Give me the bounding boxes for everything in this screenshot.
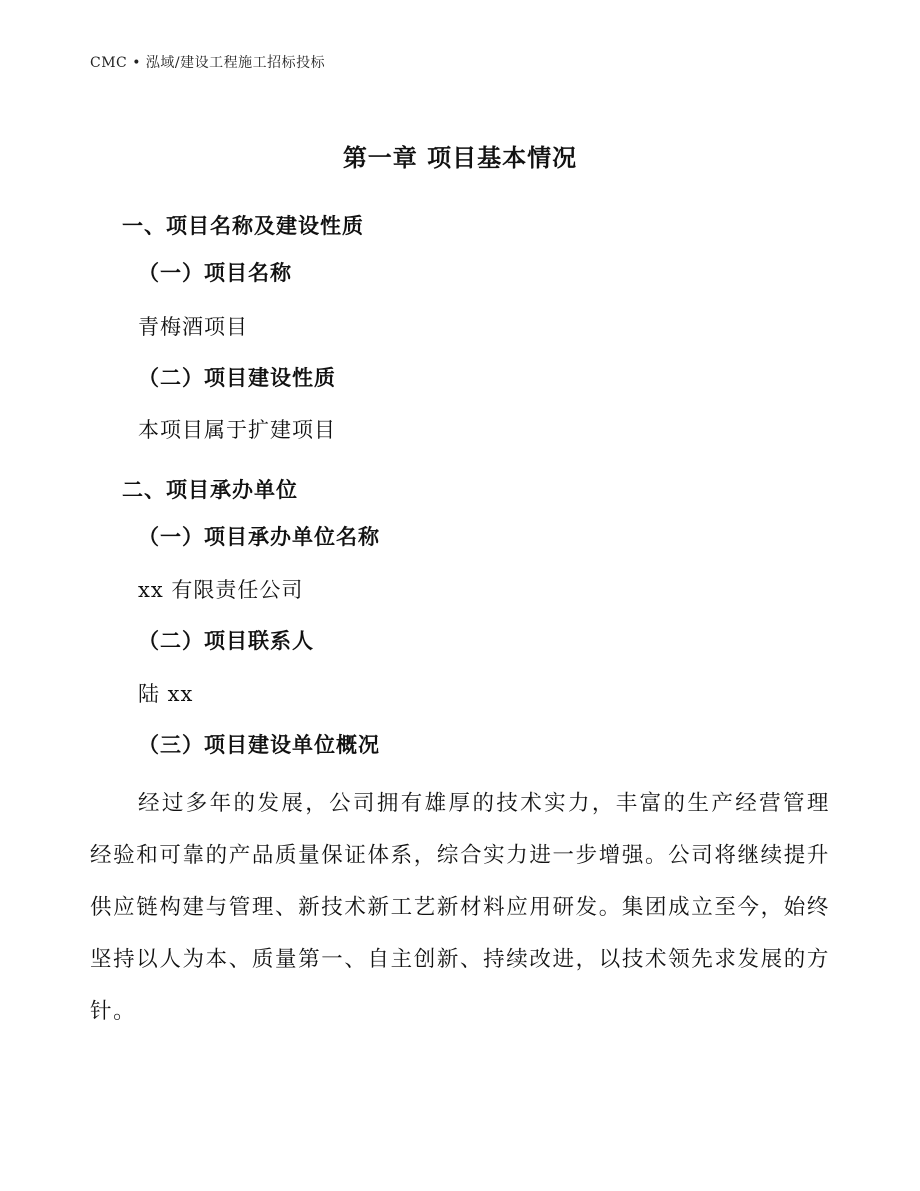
subsection-heading-contact: （二）项目联系人 [138,629,314,653]
contact-text: 陆 xx [138,682,194,706]
organizer-name-text: xx 有限责任公司 [138,578,304,602]
chapter-title: 第一章 项目基本情况 [342,144,578,172]
section-heading-2: 二、项目承办单位 [122,478,298,502]
project-nature-text: 本项目属于扩建项目 [138,418,336,442]
section-heading-1: 一、项目名称及建设性质 [122,214,364,238]
subsection-heading-project-nature: （二）项目建设性质 [138,366,336,390]
subsection-heading-project-name: （一）项目名称 [138,261,292,285]
company-overview-paragraph: 经过多年的发展，公司拥有雄厚的技术实力，丰富的生产经营管理经验和可靠的产品质量保证体系，综合实力进一步增强。公司将继续提升供应链构建与管理、新技术新工艺新材料应用研发。集团成立至今，始终坚持以人为本、质量第一、自主创新、持续改进，以技术领先求发展的方针。 [90,791,830,1024]
project-name-text: 青梅酒项目 [138,315,248,339]
subsection-heading-company-overview: （三）项目建设单位概况 [138,733,380,757]
subsection-heading-organizer-name: （一）项目承办单位名称 [138,525,380,549]
page-header: CMC • 泓域/建设工程施工招标投标 [90,55,326,71]
